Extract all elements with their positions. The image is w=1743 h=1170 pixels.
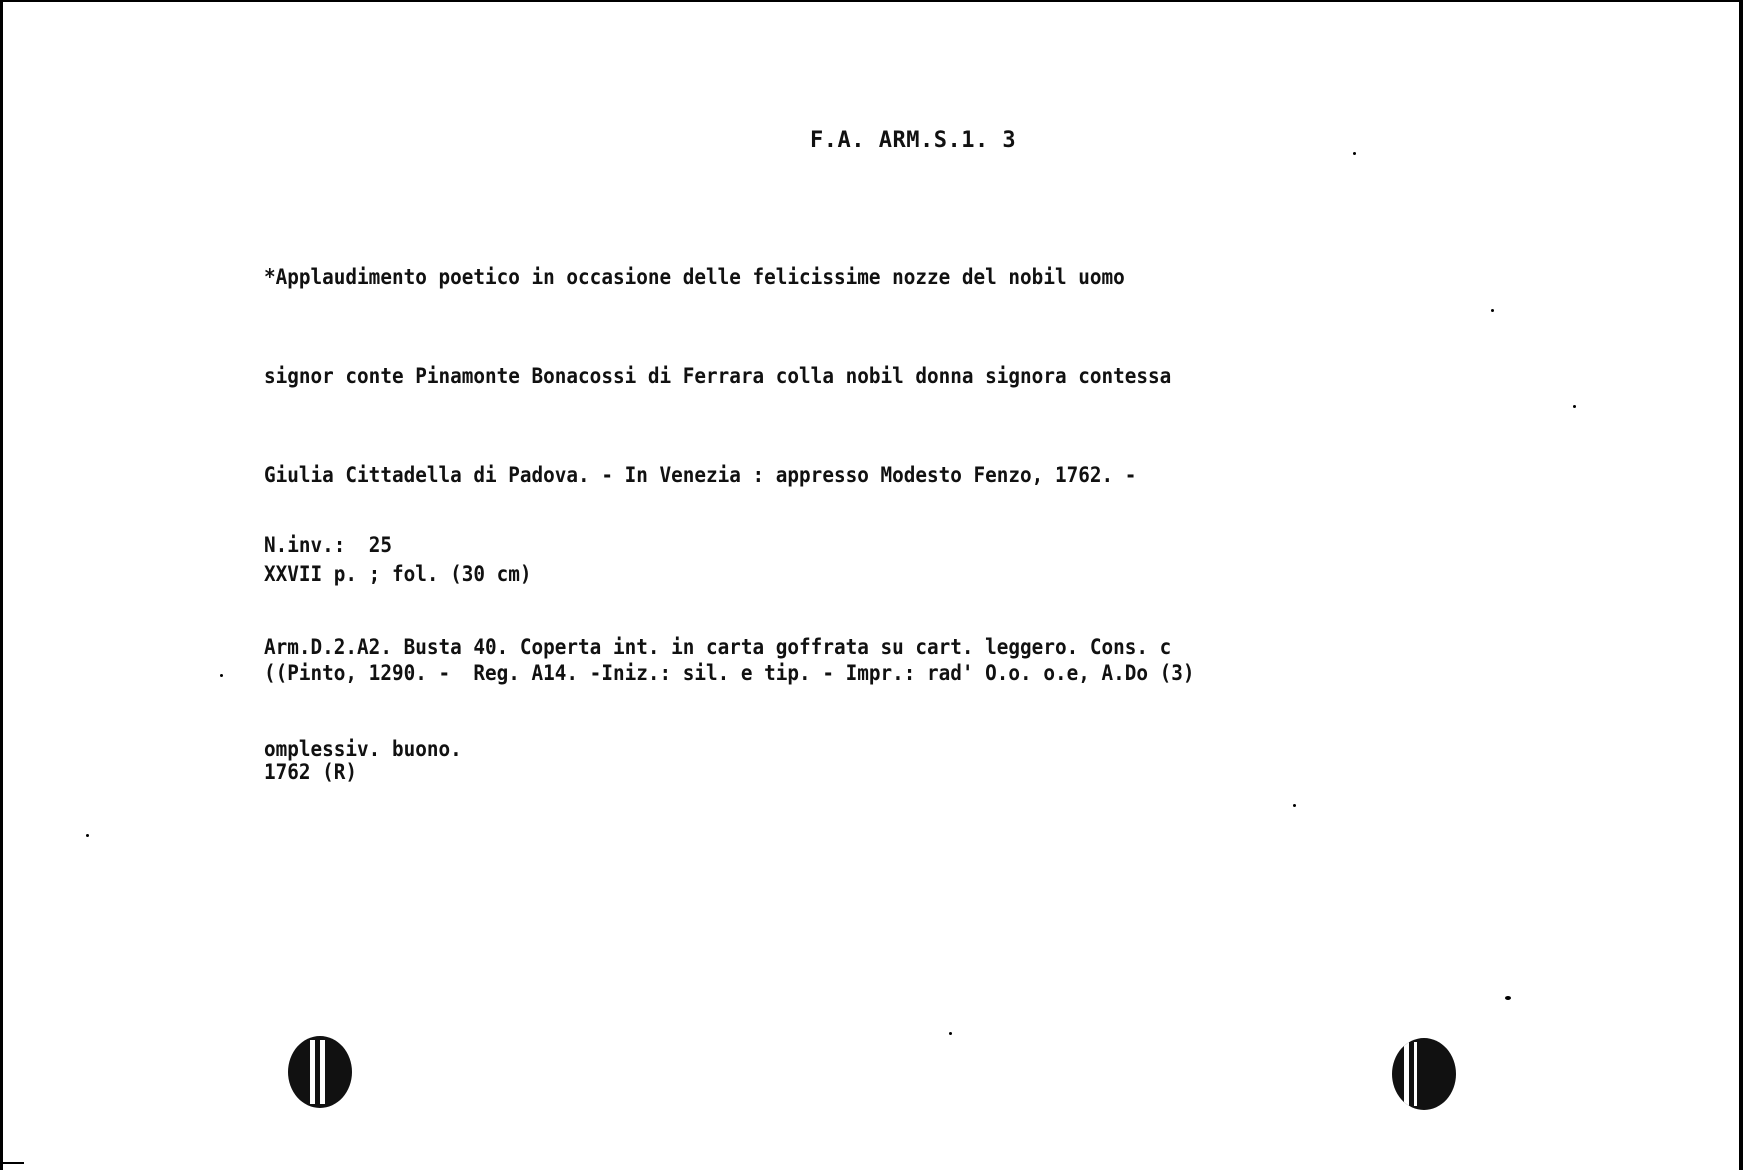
punch-hole-left xyxy=(288,1036,352,1108)
inventory-block xyxy=(264,460,1171,834)
record-line: signor conte Pinamonte Bonacossi di Ferrara colla nobil donna signora contessa xyxy=(264,364,1172,388)
record-line: 1762 (R) xyxy=(264,760,358,784)
scan-mark xyxy=(0,1162,24,1164)
inventory-line xyxy=(264,528,1171,562)
record-line: Giulia Cittadella di Padova. - In Venezia : appresso Modesto Fenzo, 1762. - xyxy=(264,463,1137,487)
scan-speck xyxy=(220,674,223,677)
punch-hole-right xyxy=(1392,1038,1456,1110)
inventory-label: N.inv.: xyxy=(264,533,346,557)
scan-speck xyxy=(1491,309,1494,312)
location-line: omplessiv. buono. xyxy=(264,737,462,761)
inventory-number: 25 xyxy=(368,533,392,557)
scan-speck xyxy=(1573,405,1576,408)
scan-speck xyxy=(1505,996,1511,1000)
shelfmark: F.A. ARM.S.1. 3 xyxy=(810,128,1017,153)
scan-border-right xyxy=(1739,0,1743,1170)
location-line: Arm.D.2.A2. Busta 40. Coperta int. in carta goffrata su cart. leggero. Cons. c xyxy=(264,635,1172,659)
record-line: ((Pinto, 1290. - Reg. A14. -Iniz.: sil. e tip. - Impr.: rad' O.o. o.e, A.Do (3) xyxy=(264,661,1195,685)
scan-speck xyxy=(86,834,89,837)
record-line: XXVII p. ; fol. (30 cm) xyxy=(264,562,532,586)
scan-speck xyxy=(1353,152,1356,155)
record-line: *Applaudimento poetico in occasione delle felicissime nozze del nobil uomo xyxy=(264,265,1125,289)
scan-border-left xyxy=(0,0,3,1170)
scan-border-top xyxy=(0,0,1743,2)
scan-speck xyxy=(1293,804,1296,807)
scan-speck xyxy=(949,1032,952,1035)
